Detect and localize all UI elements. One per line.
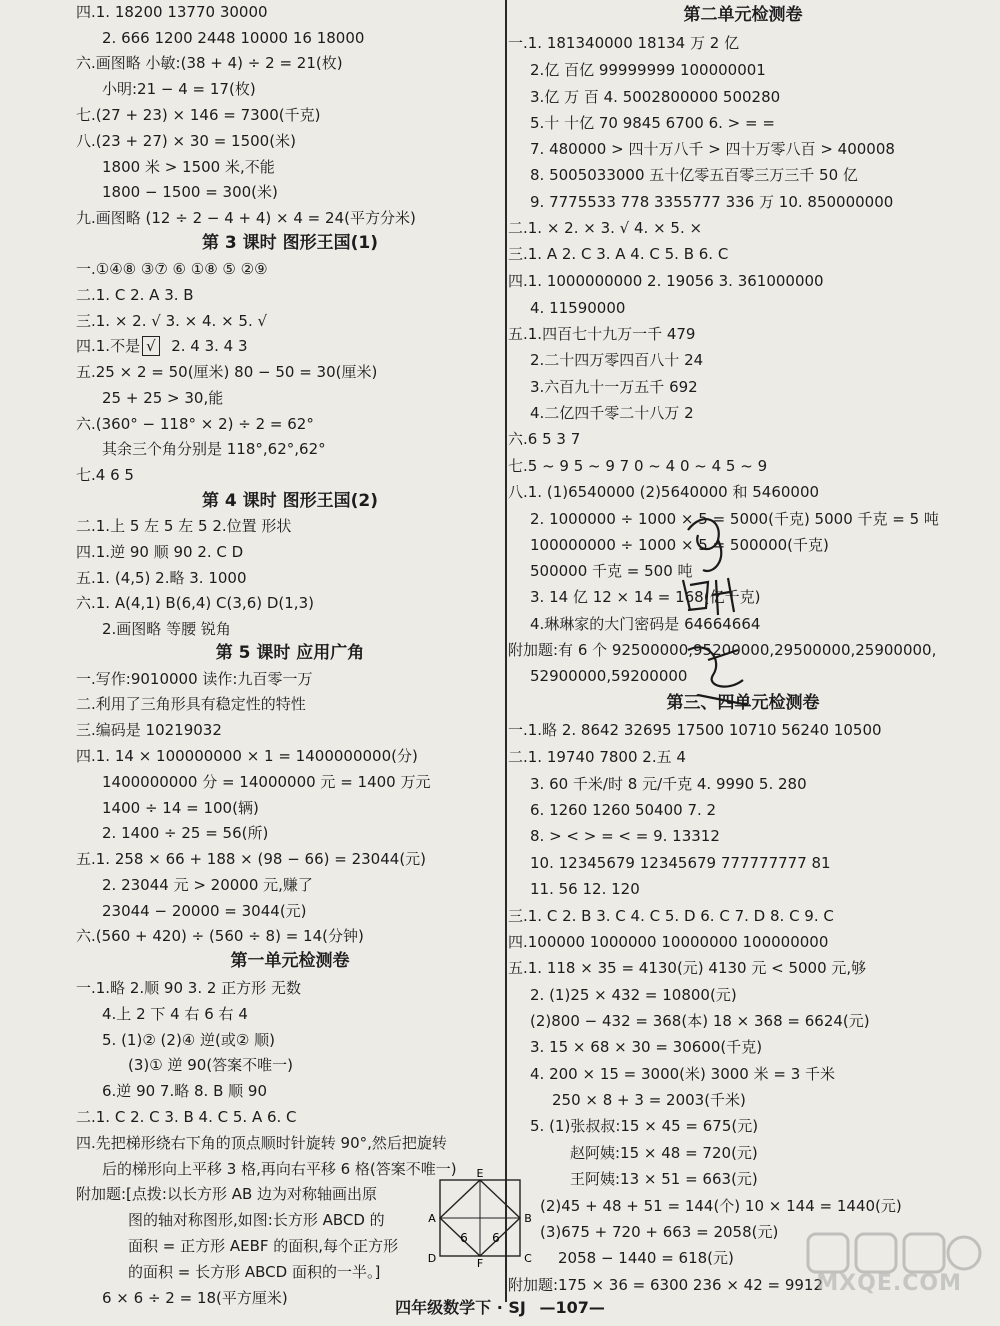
answer-line: 1800 − 1500 = 300(米) — [102, 183, 278, 201]
label-six-left: 6 — [460, 1231, 468, 1245]
answer-line: 五.1. (4,5) 2.略 3. 1000 — [76, 569, 247, 587]
answer-line: 五.1. 118 × 35 = 4130(元) 4130 元 < 5000 元,够 — [508, 959, 867, 977]
answer-line: 附加题:[点拨:以长方形 AB 边为对称轴画出原 — [76, 1185, 378, 1203]
answer-line: 11. 56 12. 120 — [530, 880, 640, 898]
answer-line: 9. 7775533 778 3355777 336 万 10. 850000000 — [530, 193, 894, 211]
answer-line: 2058 − 1440 = 618(元) — [558, 1249, 734, 1267]
answer-line: 3.亿 万 百 4. 5002800000 500280 — [530, 88, 781, 106]
answer-line: 图的轴对称图形,如图:长方形 ABCD 的 — [128, 1211, 385, 1229]
answer-line: (3)675 + 720 + 663 = 2058(元) — [540, 1223, 779, 1241]
footer-book-title: 四年级数学下 · SJ — [395, 1298, 526, 1317]
answer-line: 2.亿 百亿 99999999 100000001 — [530, 61, 766, 79]
label-d: D — [427, 1252, 437, 1265]
answer-line: 二.1.上 5 左 5 左 5 2.位置 形状 — [76, 517, 292, 535]
answer-line: 3. 14 亿 12 × 14 = 168(亿千克) — [530, 588, 761, 606]
answer-line: 100000000 ÷ 1000 × 5 = 500000(千克) — [530, 536, 829, 554]
answer-line: 2. 1000000 ÷ 1000 × 5 = 5000(千克) 5000 千克 = 5 吨 — [530, 510, 939, 528]
answer-line: 四.先把梯形绕右下角的顶点顺时针旋转 90°,然后把旋转 — [76, 1134, 447, 1152]
answer-line: 一.1.略 2.顺 90 3. 2 正方形 无数 — [76, 979, 301, 997]
answer-text: 2. 4 3. 4 3 — [171, 337, 248, 355]
answer-line: 赵阿姨:15 × 48 = 720(元) — [570, 1144, 758, 1162]
answer-line — [76, 334, 248, 358]
section-heading: 第二单元检测卷 — [683, 5, 803, 25]
label-six-right: 6 — [492, 1231, 500, 1245]
answer-line: 4. 200 × 15 = 3000(米) 3000 米 = 3 千米 — [530, 1065, 836, 1083]
answer-line: 8. > < > = < = 9. 13312 — [530, 827, 720, 845]
answer-line: 4.上 2 下 4 右 6 右 4 — [102, 1005, 248, 1023]
answer-line: 3. 15 × 68 × 30 = 30600(千克) — [530, 1038, 763, 1056]
answer-line: 面积 = 正方形 AEBF 的面积,每个正方形 — [128, 1237, 399, 1255]
answer-line: 500000 千克 = 500 吨 — [530, 562, 693, 580]
answer-line: 六.(360° − 118° × 2) ÷ 2 = 62° — [76, 415, 314, 433]
section-heading: 第一单元检测卷 — [230, 951, 350, 971]
answer-line: (2)800 − 432 = 368(本) 18 × 368 = 6624(元) — [530, 1012, 870, 1030]
answer-line: 六.1. A(4,1) B(6,4) C(3,6) D(1,3) — [76, 594, 314, 612]
handwritten-scribble-icon — [668, 500, 778, 720]
answer-line: 6.逆 90 7.略 8. B 顺 90 — [102, 1082, 268, 1100]
answer-line: 25 + 25 > 30,能 — [102, 389, 224, 407]
label-f: F — [476, 1257, 484, 1268]
section-heading: 第 4 课时 图形王国(2) — [202, 491, 378, 511]
answer-line: 2. 23044 元 > 20000 元,赚了 — [102, 876, 313, 894]
answer-line: 7. 480000 > 四十万八千 > 四十万零八百 > 400008 — [530, 140, 895, 158]
answer-line: 附加题:有 6 个 92500000,95200000,29500000,25900000, — [508, 641, 937, 659]
answer-line: 4.二亿四千零二十八万 2 — [530, 404, 694, 422]
label-e: E — [476, 1168, 484, 1180]
label-a: A — [428, 1212, 436, 1225]
answer-line: 三.1. A 2. C 3. A 4. C 5. B 6. C — [508, 245, 729, 263]
answer-line: 二.1. 19740 7800 2.五 4 — [508, 748, 686, 766]
answer-text: 四.1.不是 — [76, 337, 141, 355]
answer-line: 二.1. C 2. C 3. B 4. C 5. A 6. C — [76, 1108, 297, 1126]
answer-line: 52900000,59200000 — [530, 667, 688, 685]
label-c: C — [524, 1252, 532, 1265]
answer-line: 六.6 5 3 7 — [508, 430, 581, 448]
answer-line: 一.①④⑧ ③⑦ ⑥ ①⑧ ⑤ ②⑨ — [76, 260, 268, 278]
answer-line: 其余三个角分别是 118°,62°,62° — [102, 440, 326, 458]
answer-line: 5.十 十亿 70 9845 6700 6. > = = — [530, 114, 775, 132]
watermark-text: MXQE.COM — [816, 1271, 962, 1296]
answer-line: (2)45 + 48 + 51 = 144(个) 10 × 144 = 1440(元) — [540, 1197, 902, 1215]
answer-line: 5. (1)② (2)④ 逆(或② 顺) — [102, 1031, 275, 1049]
answer-line: 七.(27 + 23) × 146 = 7300(千克) — [76, 106, 321, 124]
answer-line: 10. 12345679 12345679 777777777 81 — [530, 854, 831, 872]
answer-line: 2.二十四万零四百八十 24 — [530, 351, 704, 369]
answer-line: 三.1. C 2. B 3. C 4. C 5. D 6. C 7. D 8. C 9. C — [508, 907, 834, 925]
answer-line: 后的梯形向上平移 3 格,再向右平移 6 格(答案不唯一) — [102, 1160, 457, 1178]
answer-line: 5. (1)张叔叔:15 × 45 = 675(元) — [530, 1117, 759, 1135]
answer-line: 六.(560 + 420) ÷ (560 ÷ 8) = 14(分钟) — [76, 927, 364, 945]
answer-line: 的面积 = 长方形 ABCD 面积的一半。] — [128, 1263, 381, 1281]
answer-line: 七.4 6 5 — [76, 466, 134, 484]
answer-line: 五.25 × 2 = 50(厘米) 80 − 50 = 30(厘米) — [76, 363, 378, 381]
answer-line: 3. 60 千米/时 8 元/千克 4. 9990 5. 280 — [530, 775, 807, 793]
answer-line: 二.利用了三角形具有稳定性的特性 — [76, 695, 306, 713]
answer-line: 二.1. C 2. A 3. B — [76, 286, 194, 304]
answer-line: 二.1. × 2. × 3. √ 4. × 5. × — [508, 219, 703, 237]
answer-line: 一.1.略 2. 8642 32695 17500 10710 56240 10500 — [508, 721, 882, 739]
check-box: √ — [142, 336, 160, 356]
page-number: —107— — [539, 1298, 605, 1317]
answer-line: 2. 1400 ÷ 25 = 56(所) — [102, 824, 269, 842]
rectangle-square-figure — [420, 1168, 540, 1268]
answer-line: 6. 1260 1260 50400 7. 2 — [530, 801, 717, 819]
answer-line: 四.1. 14 × 100000000 × 1 = 1400000000(分) — [76, 747, 418, 765]
answer-line: 4. 11590000 — [530, 299, 626, 317]
answer-line: 250 × 8 + 3 = 2003(千米) — [552, 1091, 746, 1109]
answer-line: 1400 ÷ 14 = 100(辆) — [102, 799, 259, 817]
answer-line: 四.1. 1000000000 2. 19056 3. 361000000 — [508, 272, 824, 290]
answer-line: 五.1. 258 × 66 + 188 × (98 − 66) = 23044(元) — [76, 850, 427, 868]
answer-line: 八.1. (1)6540000 (2)5640000 和 5460000 — [508, 483, 820, 501]
answer-line: 2.画图略 等腰 锐角 — [102, 620, 231, 638]
section-heading: 第 5 课时 应用广角 — [215, 643, 365, 663]
answer-line: 8. 5005033000 五十亿零五百零三万三千 50 亿 — [530, 166, 858, 184]
answer-line: 四.100000 1000000 10000000 100000000 — [508, 933, 829, 951]
answer-line: 八.(23 + 27) × 30 = 1500(米) — [76, 132, 296, 150]
answer-line: 2. (1)25 × 432 = 10800(元) — [530, 986, 737, 1004]
answer-line: 三.编码是 10219032 — [76, 721, 222, 739]
answer-line: 6 × 6 ÷ 2 = 18(平方厘米) — [102, 1289, 288, 1307]
answer-line: 三.1. × 2. √ 3. × 4. × 5. √ — [76, 312, 268, 330]
answer-line: 2. 666 1200 2448 10000 16 18000 — [102, 29, 365, 47]
answer-line: 一.1. 181340000 18134 万 2 亿 — [508, 34, 740, 52]
label-b: B — [524, 1212, 532, 1225]
section-heading: 第 3 课时 图形王国(1) — [202, 233, 378, 253]
answer-line: (3)① 逆 90(答案不唯一) — [128, 1056, 294, 1074]
answer-line: 3.六百九十一万五千 692 — [530, 378, 698, 396]
answer-line: 附加题:175 × 36 = 6300 236 × 42 = 9912 — [508, 1276, 824, 1294]
section-heading: 第三、四单元检测卷 — [666, 693, 820, 713]
answer-line: 九.画图略 (12 ÷ 2 − 4 + 4) × 4 = 24(平方分米) — [76, 209, 416, 227]
answer-line: 4.琳琳家的大门密码是 64664664 — [530, 615, 761, 633]
answer-line: 一.写作:9010000 读作:九百零一万 — [76, 670, 313, 688]
answer-line: 23044 − 20000 = 3044(元) — [102, 902, 307, 920]
answer-line: 七.5 ~ 9 5 ~ 9 7 0 ~ 4 0 ~ 4 5 ~ 9 — [508, 457, 768, 475]
answer-line: 1400000000 分 = 14000000 元 = 1400 万元 — [102, 773, 431, 791]
answer-line: 1800 米 > 1500 米,不能 — [102, 158, 275, 176]
answer-line: 五.1.四百七十九万一千 479 — [508, 325, 696, 343]
watermark-logo-icon — [804, 1230, 984, 1300]
answer-line: 四.1.逆 90 顺 90 2. C D — [76, 543, 244, 561]
watermark-badge-icon — [804, 1230, 984, 1276]
answer-line: 四.1. 18200 13770 30000 — [76, 3, 268, 21]
answer-line: 王阿姨:13 × 51 = 663(元) — [570, 1170, 758, 1188]
column-divider — [505, 0, 507, 1302]
answer-line: 六.画图略 小敏:(38 + 4) ÷ 2 = 21(枚) — [76, 54, 343, 72]
answer-line: 小明:21 − 4 = 17(枚) — [102, 80, 256, 98]
